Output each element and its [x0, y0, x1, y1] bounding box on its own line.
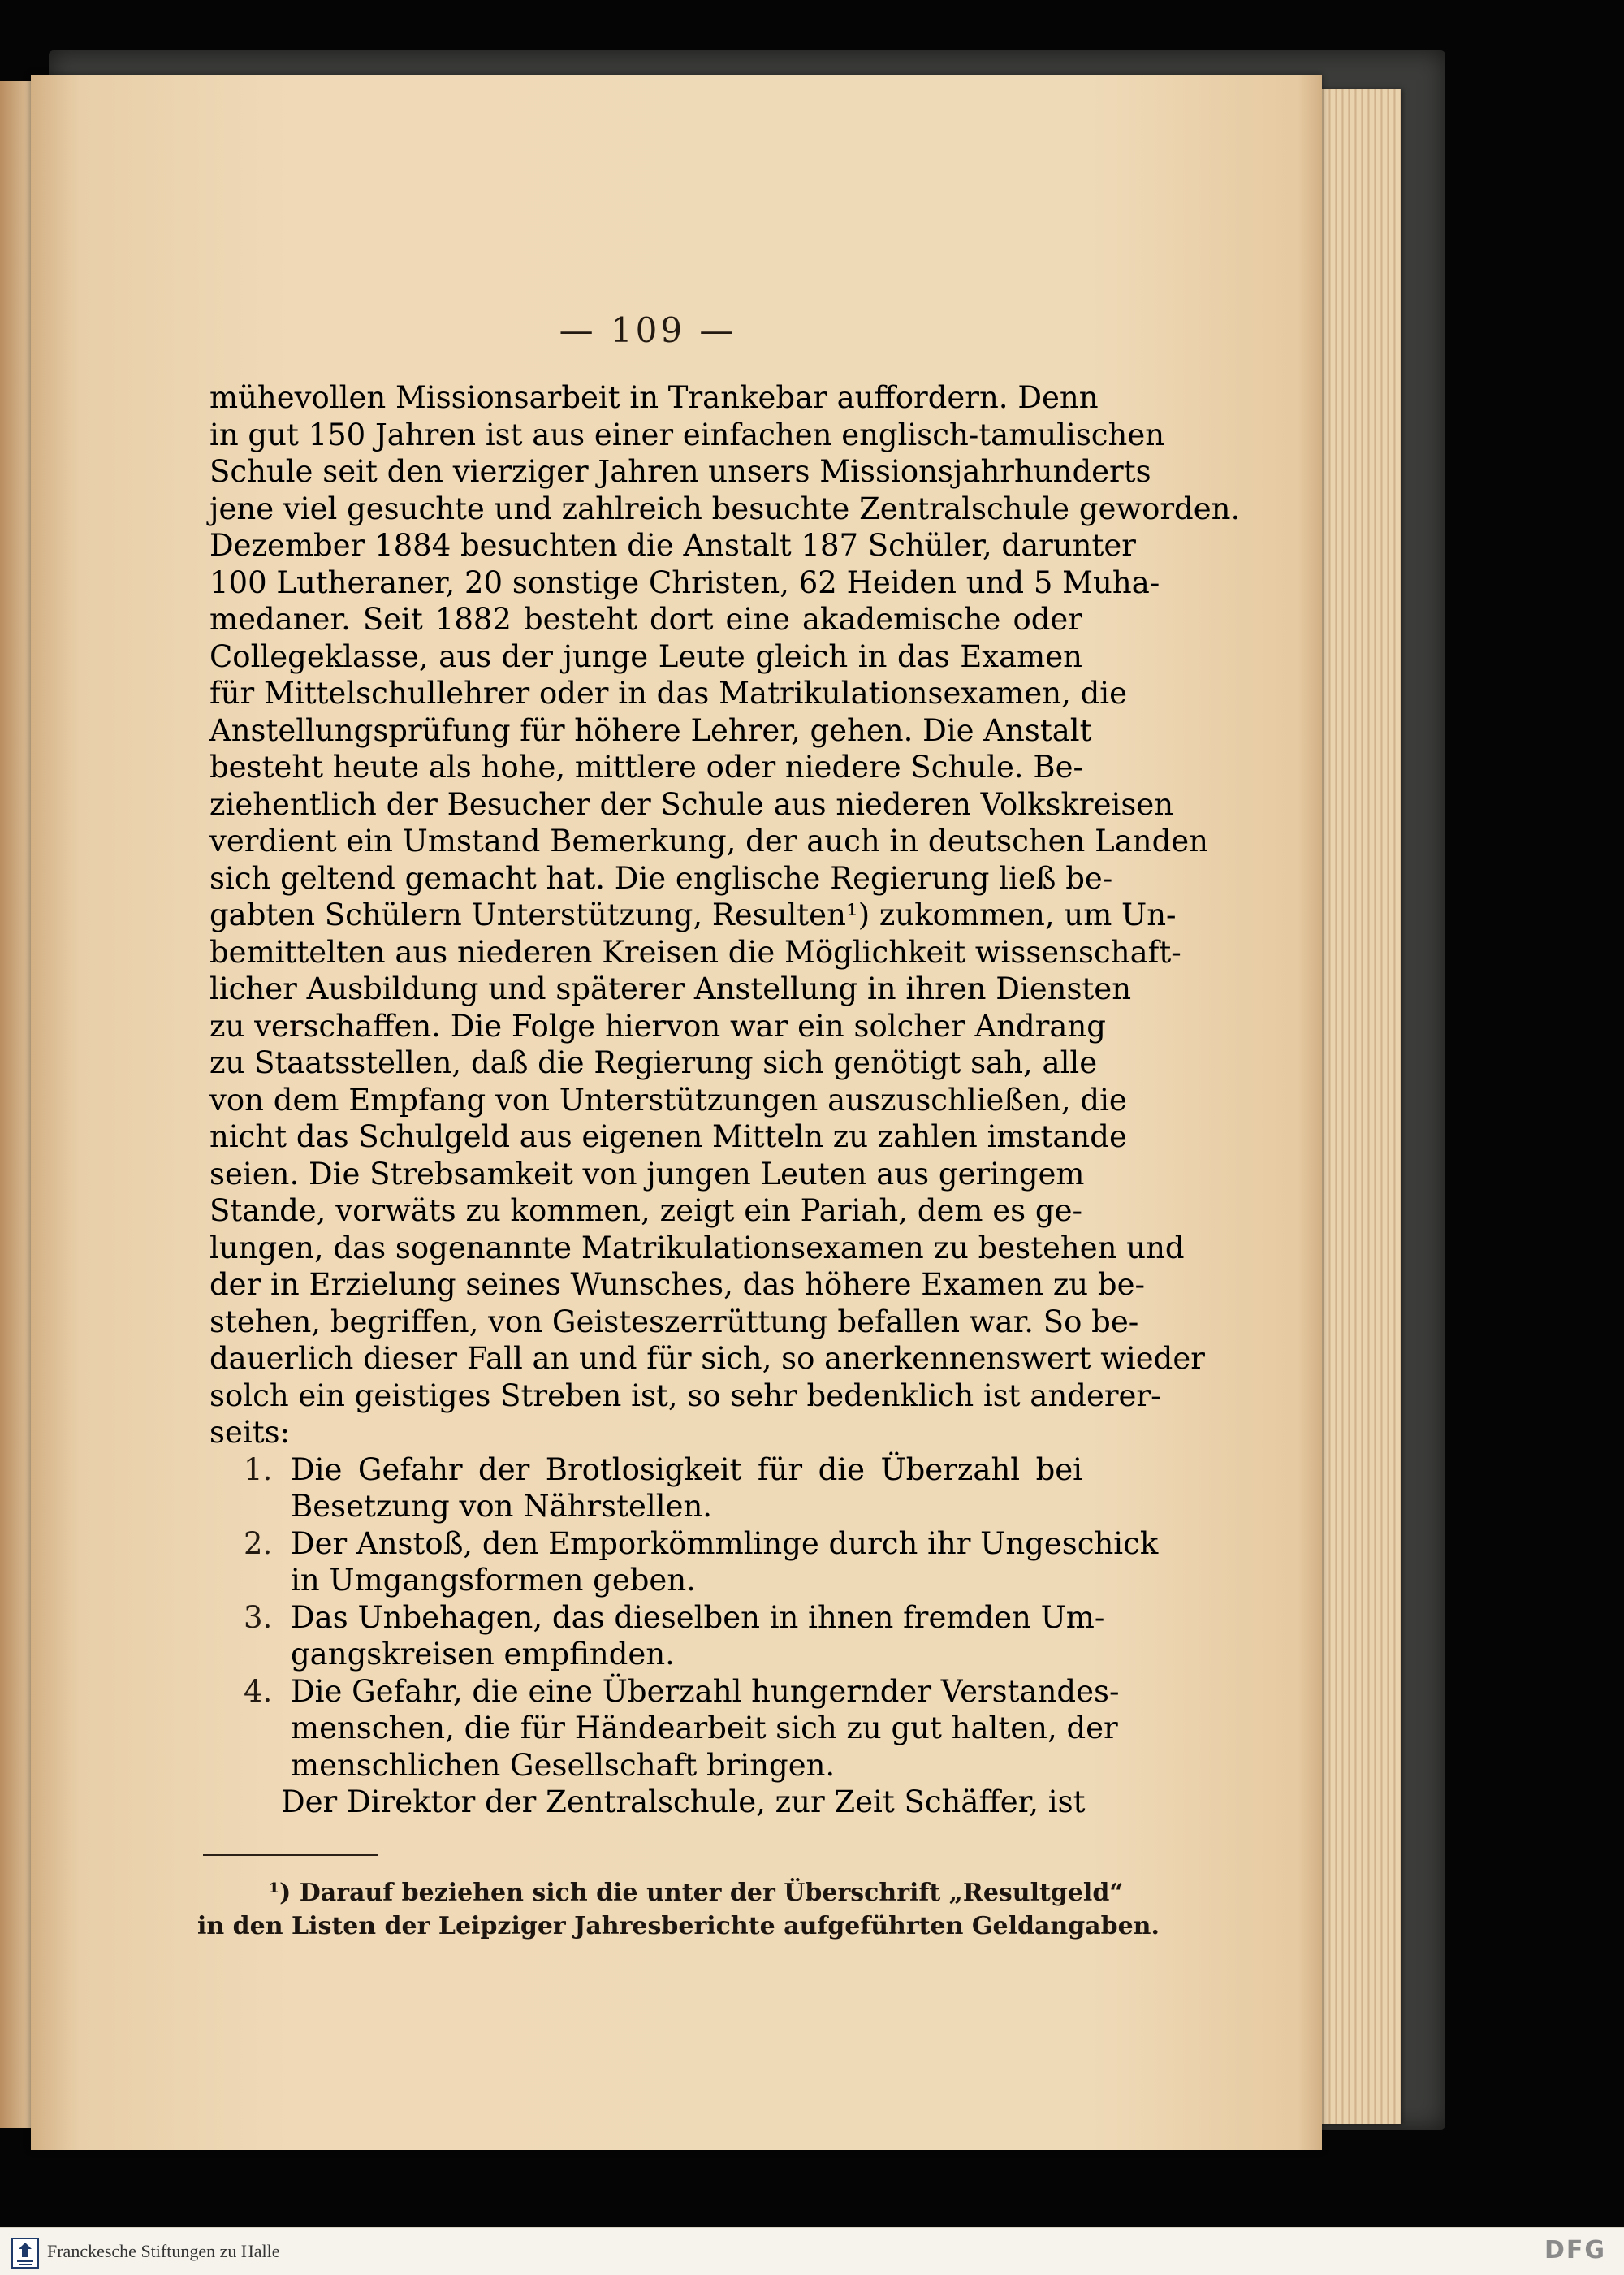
list-number: 3. — [244, 1599, 273, 1635]
text-line: zu Staatsstellen, daß die Regierung sich genötigt sah, alle — [209, 1045, 1098, 1080]
text-line: dauerlich dieser Fall an und für sich, so anerkennenswert wieder — [209, 1341, 1205, 1376]
list-number: 2. — [244, 1525, 273, 1561]
text-line: bemittelten aus niederen Kreisen die Möglichkeit wissenschaft- — [209, 934, 1181, 970]
book-page — [31, 75, 1322, 2150]
text-line: Schule seit den vierziger Jahren unsers Missionsjahrhunderts — [209, 454, 1151, 489]
text-line: menschen, die für Händearbeit sich zu gut halten, der — [291, 1711, 1118, 1745]
paragraph-main — [209, 379, 1241, 1451]
list-item — [209, 1599, 1105, 1673]
text-line: verdient ein Umstand Bemerkung, der auch in deutschen Landen — [209, 824, 1209, 859]
paragraph-closing — [281, 1784, 1086, 1821]
text-line: medaner. Seit 1882 besteht dort eine akademische oder — [209, 602, 1082, 637]
body-text — [209, 379, 1241, 1821]
text-line: Der Direktor der Zentralschule, zur Zeit Schäffer, ist — [281, 1784, 1086, 1819]
dfg-badge: DFG — [1544, 2236, 1606, 2264]
text-line: stehen, begriffen, von Geisteszerrüttung befallen war. So be- — [209, 1304, 1139, 1339]
text-line: jene viel gesuchte und zahlreich besuchte Zentralschule geworden. — [209, 491, 1241, 526]
text-line: besteht heute als hohe, mittlere oder niedere Schule. Be- — [209, 750, 1083, 785]
list-item — [209, 1673, 1120, 1784]
text-line: licher Ausbildung und späterer Anstellung in ihren Diensten — [209, 971, 1132, 1006]
text-line: sich geltend gemacht hat. Die englische Regierung ließ be- — [209, 860, 1113, 896]
footnote — [197, 1876, 1160, 1943]
footnote-line: in den Listen der Leipziger Jahresberichte aufgeführten Geldangaben. — [197, 1912, 1160, 1940]
page-number: — 109 — — [559, 310, 737, 350]
text-line: mühevollen Missionsarbeit in Trankebar auffordern. Denn — [209, 380, 1099, 415]
text-line: in Umgangsformen geben. — [291, 1563, 696, 1598]
text-line: der in Erzielung seines Wunsches, das höhere Examen zu be- — [209, 1267, 1145, 1302]
list-number: 1. — [244, 1451, 273, 1487]
text-line: Der Anstoß, den Emporkömmlinge durch ihr Ungeschick — [291, 1525, 1159, 1561]
text-line: menschlichen Gesellschaft bringen. — [291, 1747, 836, 1783]
institution-logo-icon — [11, 2238, 39, 2269]
text-line: gabten Schülern Unterstützung, Resulten¹) zukommen, um Un- — [209, 897, 1177, 932]
text-line: seits: — [209, 1415, 291, 1450]
text-line: seien. Die Strebsamkeit von jungen Leuten aus geringem — [209, 1156, 1085, 1192]
text-line: solch ein geistiges Streben ist, so sehr bedenklich ist anderer- — [209, 1378, 1161, 1413]
footer-bar — [0, 2227, 1624, 2275]
text-line: lungen, das sogenannte Matrikulationsexamen zu bestehen und — [209, 1230, 1185, 1265]
text-line: Dezember 1884 besuchten die Anstalt 187 Schüler, darunter — [209, 528, 1136, 563]
list-item — [209, 1525, 1159, 1599]
text-line: Die Gefahr, die eine Überzahl hungernder Verstandes- — [291, 1673, 1120, 1709]
text-line: Stande, vorwäts zu kommen, zeigt ein Pariah, dem es ge- — [209, 1193, 1082, 1228]
text-line: Collegeklasse, aus der junge Leute gleich in das Examen — [209, 638, 1082, 674]
footnote-line: ¹) Darauf beziehen sich die unter der Überschrift „Resultgeld“ — [269, 1879, 1124, 1907]
list-number: 4. — [244, 1673, 273, 1709]
institution-name: Franckesche Stiftungen zu Halle — [47, 2241, 280, 2261]
text-line: Das Unbehagen, das dieselben in ihnen fremden Um- — [291, 1599, 1105, 1635]
numbered-list — [209, 1451, 1159, 1784]
text-line: zu verschaffen. Die Folge hiervon war ein solcher Andrang — [209, 1008, 1106, 1044]
text-line: Besetzung von Nährstellen. — [291, 1489, 713, 1524]
text-line: Die Gefahr der Brotlosigkeit für die Überzahl bei — [291, 1451, 1082, 1487]
footnote-divider — [203, 1854, 378, 1856]
text-line: von dem Empfang von Unterstützungen auszuschließen, die — [209, 1082, 1127, 1118]
text-line: gangskreisen empfinden. — [291, 1637, 675, 1672]
text-line: Anstellungsprüfung für höhere Lehrer, gehen. Die Anstalt — [209, 712, 1092, 748]
text-line: in gut 150 Jahren ist aus einer einfachen englisch-tamulischen — [209, 417, 1165, 452]
text-line: nicht das Schulgeld aus eigenen Mitteln zu zahlen imstande — [209, 1119, 1127, 1154]
text-line: 100 Lutheraner, 20 sonstige Christen, 62 Heiden und 5 Muha- — [209, 564, 1160, 600]
list-item — [209, 1451, 1082, 1525]
page-block-edges — [1311, 89, 1401, 2124]
text-line: ziehentlich der Besucher der Schule aus niederen Volkskreisen — [209, 786, 1174, 822]
text-line: für Mittelschullehrer oder in das Matrikulationsexamen, die — [209, 676, 1128, 711]
previous-page-edge — [0, 81, 31, 2128]
